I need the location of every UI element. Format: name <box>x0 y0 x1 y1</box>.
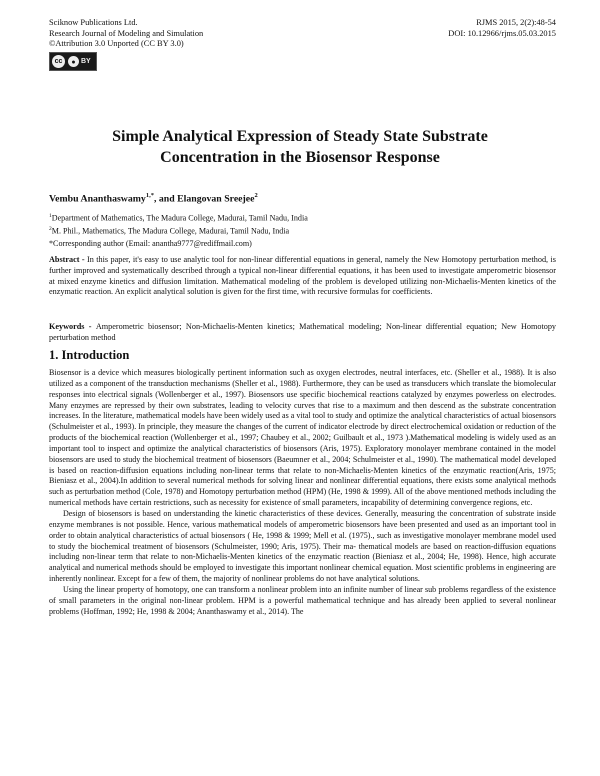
keywords-text: Amperometric biosensor; Non-Michaelis-Menten kinetics; Mathematical modeling; Non-linear differential equation; New Homotopy perturbation method <box>49 322 557 342</box>
author-2-affil: 2 <box>254 192 258 199</box>
affiliations <box>49 211 308 238</box>
journal-header-left <box>49 18 203 50</box>
paper-title <box>60 126 540 168</box>
paragraph: Biosensor is a device which measures biologically pertinent information such as oxygen electrodes, neutral interfaces, etc. (Sheller et al., 1988). It is also utilized as a component of the transduction mechanisms (Sheller et al., 1988). Furthermore, they can be used as transducers which translate the biomolecular responses into electrical signals (Wollenberger et al., 1997). Biosensors use specific biochemical reactions catalyzed by enzymes powerless on electrodes. Many enzymes are repressed by their own substrates, leading to velocity curves that rise to a maximum and then descend as the substrate concentration increases. In the literature, mathematical models have been widely used as a vital tool to study and optimize the analytical characteristics of actual biosensors (Schulmeister et al., 1993). In principle, they measure the changes of the current of indicator electrode by direct electrochemical oxidation or reduction of the products of the biochemical reaction (Wollenberger et al., 1997; Chaubey et al., 2002; Guilbault et al., 1973 ).Mathematical modeling is widely used as an important tool to inspect and optimize the analytical characteristics of biosensors (Aris, 1975). Exploratory monolayer membrane contained in the model biosensors are used to study the biochemical treatment of biosensors (Baeumner et al., 2004; Schulmeister et al., 1990). The mathematical model developed is based on reaction-diffusion equations including non-linear terms that relate to non-Michaelis-Menten kinetics of the enzymatic reaction(Aris, 1975; Bieniasz et al., 2004).In addition to several numerical methods for solving linear and nonlinear differential equations, there exists some analytical methods such as perturbation method (Cole, 1978) and Homotopy perturbation method (HPM) (He, 1998 & 1999). All of the above mentioned methods including the numerical methods have certain restrictions, such as necessity for existence of small parameters, incapability of determining convergence regions, etc. <box>49 368 556 508</box>
author-2: Elangovan Sreejee <box>177 193 255 205</box>
attribution-person-icon: ● <box>68 56 79 67</box>
affiliation-2: $^2$M. Phil., Mathematics, The Madura College, Madurai, Tamil Nadu, India <box>49 226 290 236</box>
citation-info: RJMS 2015, 2(2):48-54 <box>476 18 556 27</box>
author-separator: , and <box>153 193 178 205</box>
affiliation-1: $^1$Department of Mathematics, The Madura College, Madurai, Tamil Nadu, India <box>49 213 308 223</box>
journal-name: Research Journal of Modeling and Simulation <box>49 28 204 38</box>
author-line <box>49 192 258 204</box>
creative-commons-icon: cc <box>52 55 65 68</box>
publisher-name: Sciknow Publications Ltd. <box>49 18 138 27</box>
paragraph: Design of biosensors is based on understanding the kinetic characteristics of these devices. Generally, measuring the concentration of substrate inside enzyme membranes is not possible. Hence, various mathematical models of amperometric biosensors have been presented and used as an important tool in order to obtain analytical characteristics of actual biosensors ( He, 1998 & 1999; Mell et al. (1975)., such as investigative monolayer membrane model used to study the biochemical treatment of biosensors (Schulmeister, 1990; Aris, 1975). Their ma- thematical models are based on reaction-diffusion equations including non-linear term that relate to non-Michaelis-Menten kinetics of the enzymatic reaction (Bieniasz et al., 2004; He, 1998). Hence, high accurate analytical and numerical methods should be employed to investigate this important nonlinear chemical equation. Most scientific problems in engineering are inherently nonlinear. Except for a few of them, the majority of nonlinear problems do not have analytical solutions. <box>49 508 556 584</box>
cc-by-label: BY <box>81 58 91 65</box>
paragraph: Using the linear property of homotopy, one can transform a nonlinear problem into an infinite number of linear sub problems regardless of the existence of small parameters in the original non-linear problem. HPM is a powerful mathematical technique and has already been applied to several nonlinear problems (Hoffman, 1992; He, 1998 & 2004; Ananthaswamy et al., 2014). The <box>49 584 556 616</box>
abstract <box>49 255 556 298</box>
keywords-label: Keywords - <box>49 322 96 331</box>
keywords <box>49 322 556 344</box>
title-line-1: Simple Analytical Expression of Steady State Substrate <box>112 128 488 145</box>
cc-license-badge[interactable] <box>49 52 97 71</box>
title-line-2: Concentration in the Biosensor Response <box>160 149 440 166</box>
abstract-text: In this paper, it's easy to use analytic tool for non-linear differential equations in general, namely the New Homotopy perturbation method, is further improved and systematically described through a typical non-linear differential equations, it has been used to investigate amperometric biosensor at mixed enzyme kinetics and diffusion limitation. Mathematical modeling of the problem is developed utilizing non-Michaelis-Menten kinetics of the enzymatic reaction. An explicit analytical solution is given for the first time, with recursive formulas for coefficients. <box>49 255 556 297</box>
introduction-body <box>49 368 556 617</box>
corresponding-author: *Corresponding author (Email: anantha9777@rediffmail.com) <box>49 239 252 248</box>
abstract-label: Abstract - <box>49 255 88 264</box>
author-1-affil: 1,* <box>145 192 154 199</box>
doi-text[interactable]: DOI: 10.12966/rjms.05.03.2015 <box>448 28 556 38</box>
license-text: ©Attribution 3.0 Unported (CC BY 3.0) <box>49 39 184 49</box>
section-heading-introduction: 1. Introduction <box>49 348 130 362</box>
author-1: Vembu Ananthaswamy <box>49 193 146 205</box>
journal-header-right <box>448 18 556 39</box>
